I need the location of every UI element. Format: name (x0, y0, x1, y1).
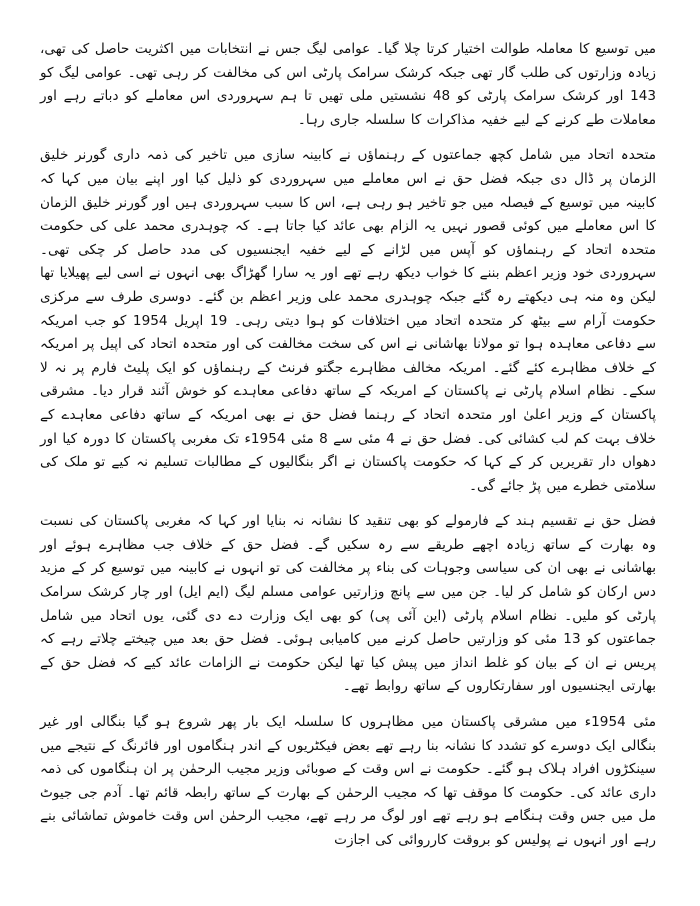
paragraph-may-1954-riots: مئی 1954ء میں مشرقی پاکستان میں مظاہروں کا سلسلہ ایک بار پھر شروع ہو گیا بنگالی اور غیر بنگالی ایک دوسرے کو تشدد کا نشانہ بنا رہے تھے بعض فیکٹریوں کے اندر ہنگاموں اور فائرنگ کے نتیجے میں سینکڑوں افراد ہلاک ہو گئے۔ حکومت نے اس وقت کے صوبائی وزیر مجیب الرحمٰن پر ان ہنگاموں کی ذمہ داری عائد کی۔ حکومت کا موقف تھا کہ مجیب الرحمٰن کے بھارت کے ساتھ رابطہ قائم تھا۔ آدم جی جیوٹ مل میں جس وقت ہنگامے ہو رہے تھے اور لوگ مر رہے تھے، مجیب الرحمٰن اس وقت خاموش تماشائی بنے رہے اور انہوں نے پولیس کو بروقت کارروائی کی اجازت (40, 714, 656, 848)
paragraph-united-front-dispute: متحدہ اتحاد میں شامل کچھ جماعتوں کے رہنماؤں نے کابینہ سازی میں تاخیر کی ذمہ داری گورنر خلیق الزمان پر ڈال دی جبکہ فضل حق نے اس معاملے میں سہروردی کو ذلیل کیا اور اپنے بیان میں کہا کہ کابینہ میں توسیع کے فیصلہ میں جو تاخیر ہو رہی ہے، اس کا سبب سہروردی ہیں اور گورنر خلیق الزمان کا اس معاملے میں کوئی قصور نہیں یہ الزام بھی عائد کیا جاتا ہے۔ کہ چوہدری محمد علی کی حکومت متحدہ اتحاد کے رہنماؤں کو آپس میں لڑانے کے لیے خفیہ ایجنسیوں کی مدد حاصل کر چکی تھی۔ سہروردی خود وزیر اعظم بننے کا خواب دیکھ رہے تھے اور یہ سارا گھڑاگ بھی انہوں نے اسی لیے پھیلایا تھا لیکن وہ منہ ہی دیکھتے رہ گئے جبکہ چوہدری محمد علی وزیر اعظم بن گئے۔ دوسری طرف سے مرکزی حکومت آرام سے بیٹھ کر متحدہ اتحاد میں اختلافات کو ہوا دیتی رہی۔ 19 اپریل 1954 کو جب امریکہ سے دفاعی معاہدہ ہوا تو مولانا بھاشانی نے اس کی سخت مخالفت کی اور متحدہ اتحاد کی اپیل پر امریکہ کے خلاف مظاہرے کئے گئے۔ امریکہ مخالف مظاہرے جگتو فرنٹ کے رہنماؤں کو ایک پلیٹ فارم پر نہ لا سکے۔ نظام اسلام پارٹی نے پاکستان کے امریکہ کے ساتھ دفاعی معاہدے کو خوش آئند قرار دیا۔ مشرقی پاکستان کے وزیر اعلیٰ اور متحدہ اتحاد کے رہنما فضل حق نے بھی امریکہ کے ساتھ دفاعی معاہدے کے خلاف بہت کم لب کشائی کی۔ فضل حق نے 4 مئی سے 8 مئی 1954ء تک مغربی پاکستان کا دورہ کیا اور دھواں دار تقریریں کر کے کہا کہ حکومت پاکستان نے اگر بنگالیوں کے مطالبات تسلیم نہ کیے تو ملک کی سلامتی خطرے میں پڑ جائے گی۔ (40, 147, 656, 494)
paragraph-fazlul-haq: فضل حق نے تقسیم ہند کے فارمولے کو بھی تنقید کا نشانہ نہ بنایا اور کہا کہ مغربی پاکستان کی نسبت وہ بھارت کے ساتھ زیادہ اچھے طریقے سے رہ سکیں گے۔ فضل حق کے خلاف جب مظاہرے ہوئے اور بھاشانی نے بھی ان کی سیاسی وجوہات کی بناء پر مخالفت کی تو انہوں نے کابینہ میں توسیع کر کے مزید دس ارکان کو شامل کر لیا۔ جن میں سے پانچ وزارتیں عوامی مسلم لیگ (ایم ایل) اور چار کرشک سرامک پارٹی کو ملیں۔ نظام اسلام پارٹی (این آئی پی) کو بھی ایک وزارت دے دی گئی، یوں اتحاد میں شامل جماعتوں کو 13 مئی کو وزارتیں حاصل کرنے میں کامیابی ہوئی۔ فضل حق بعد میں چیختے چلاتے رہے کہ پریس نے ان کے بیان کو غلط انداز میں پیش کیا تھا لیکن حکومت نے الزامات عائد کیے کہ فضل حق کے بھارتی ایجنسیوں اور سفارتکاروں کے ساتھ روابط تھے۔ (40, 513, 656, 695)
paragraph-cabinet-expansion: میں توسیع کا معاملہ طوالت اختیار کرتا چلا گیا۔ عوامی لیگ جس نے انتخابات میں اکثریت حاصل کی تھی، زیادہ وزارتوں کی طلب گار تھی جبکہ کرشک سرامک پارٹی اس کی مخالفت کر رہی تھی۔ عوامی لیگ کو 143 اور کرشک سرامک پارٹی کو 48 نشستیں ملی تھیں تا ہم سہروردی اس معاملے کو دباتے رہے اور معاملات طے کرنے کے لیے خفیہ مذاکرات کا سلسلہ جاری رہا۔ (40, 41, 657, 128)
